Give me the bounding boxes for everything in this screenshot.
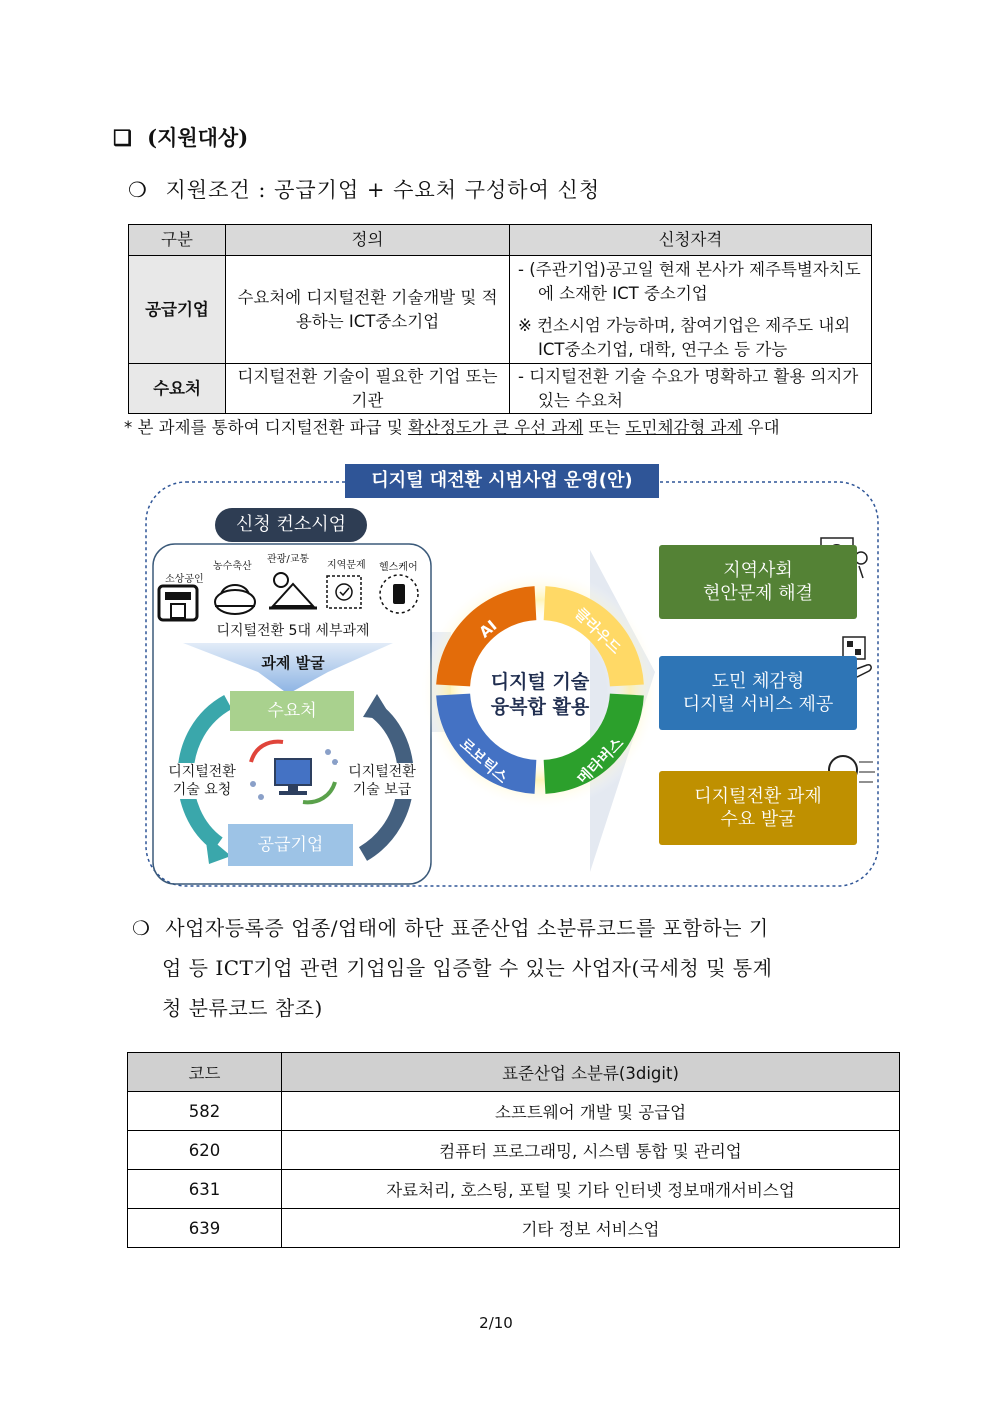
table-header: 신청자격 bbox=[510, 225, 872, 256]
section-heading bbox=[113, 122, 248, 152]
row-definition: 수요처에 디지털전환 기술개발 및 적용하는 ICT중소기업 bbox=[226, 256, 510, 364]
sector-label: 소상공인 bbox=[165, 574, 204, 585]
table-header: 정의 bbox=[226, 225, 510, 256]
outcome-text: 지역사회 현안문제 해결 bbox=[702, 560, 814, 604]
consortium-label: 신청 컨소시엄 bbox=[235, 514, 347, 535]
condition-bullet: ❍ bbox=[128, 178, 148, 202]
table-row bbox=[128, 1131, 900, 1170]
section-title: (지원대상) bbox=[147, 125, 249, 150]
storefront-icon bbox=[159, 586, 197, 620]
outcome-box bbox=[659, 656, 857, 730]
healthcare-icon bbox=[380, 575, 418, 613]
outcome-text: 도민 체감형 디지털 서비스 제공 bbox=[682, 671, 834, 715]
criteria-bullet: ❍ bbox=[132, 916, 151, 940]
code-cell: 639 bbox=[128, 1209, 282, 1248]
note-suffix: 우대 bbox=[742, 418, 780, 437]
diagram-title bbox=[345, 464, 659, 498]
computer-icon bbox=[250, 742, 338, 803]
discovery-label: 과제 발굴 bbox=[261, 654, 325, 672]
table-row bbox=[128, 1092, 900, 1131]
table-header: 코드 bbox=[128, 1053, 282, 1092]
farming-icon bbox=[215, 585, 255, 614]
eligibility-table bbox=[128, 224, 872, 414]
ring-center-text: 디지털 기술 융복합 활용 bbox=[490, 671, 590, 718]
sector-label: 헬스케어 bbox=[379, 562, 418, 573]
page-number: 2/10 bbox=[479, 1314, 513, 1332]
code-cell: 620 bbox=[128, 1131, 282, 1170]
note-prefix: * 본 과제를 통하여 디지털전환 파급 및 bbox=[124, 418, 409, 437]
table-row bbox=[129, 256, 872, 364]
code-cell: 582 bbox=[128, 1092, 282, 1131]
table-header: 표준산업 소분류(3digit) bbox=[282, 1053, 900, 1092]
code-cell: 631 bbox=[128, 1170, 282, 1209]
industry-cell: 컴퓨터 프로그래밍, 시스템 통합 및 관리업 bbox=[282, 1131, 900, 1170]
row-type: 수요처 bbox=[129, 364, 226, 414]
priority-note bbox=[124, 414, 780, 438]
note-mid: 또는 bbox=[583, 418, 626, 437]
row-definition: 디지털전환 기술이 필요한 기업 또는 기관 bbox=[226, 364, 510, 414]
table-header-row bbox=[129, 225, 872, 256]
demand-box bbox=[230, 691, 354, 731]
table-header: 구분 bbox=[129, 225, 226, 256]
right-arrow-head bbox=[363, 694, 393, 720]
table-header-row bbox=[128, 1053, 900, 1092]
ring-label-metaverse: 메타버스 bbox=[573, 733, 628, 788]
program-diagram bbox=[143, 462, 881, 890]
sector-label: 농수축산 bbox=[213, 561, 252, 572]
industry-code-table bbox=[127, 1052, 900, 1248]
diagram-title-text: 디지털 대전환 시범사업 운영(안) bbox=[371, 470, 633, 491]
note-underline-1: 확산정도가 큰 우선 과제 bbox=[408, 418, 584, 437]
requirement-item: - 디지털전환 기술 수요가 명확하고 활용 의지가 있는 수요처 bbox=[518, 366, 859, 410]
table-row bbox=[129, 364, 872, 414]
requirement-item: - (주관기업)공고일 현재 본사가 제주특별자치도에 소재한 ICT 중소기업 bbox=[518, 259, 861, 303]
right-arrow-label: 디지털전환 기술 보급 bbox=[337, 763, 427, 799]
condition-line bbox=[128, 174, 600, 204]
table-row bbox=[128, 1170, 900, 1209]
industry-cell: 소프트웨어 개발 및 공급업 bbox=[282, 1092, 900, 1131]
row-type: 공급기업 bbox=[129, 256, 226, 364]
consortium-pill bbox=[215, 508, 367, 542]
outcome-box bbox=[659, 545, 857, 619]
table-row bbox=[128, 1209, 900, 1248]
row-requirements bbox=[510, 256, 872, 364]
local-issue-icon bbox=[327, 576, 361, 608]
demand-label: 수요처 bbox=[267, 701, 317, 721]
tourism-icon bbox=[269, 573, 317, 608]
condition-text: 지원조건 : 공급기업 + 수요처 구성하여 신청 bbox=[165, 178, 601, 202]
note-underline-2: 도민체감형 과제 bbox=[625, 418, 743, 437]
criteria-text: 사업자등록증 업종/업태에 하단 표준산업 소분류코드를 포함하는 기 bbox=[165, 916, 769, 940]
row-requirements bbox=[510, 364, 872, 414]
ring-label-robotics: 로보틱스 bbox=[456, 734, 512, 787]
outcome-text: 디지털전환 과제 수요 발굴 bbox=[694, 786, 822, 830]
requirement-item: ※ 컨소시엄 가능하며, 참여기업은 제주도 내외 ICT중소기업, 대학, 연구소 등 가능 bbox=[518, 315, 851, 359]
sector-label: 관광/교통 bbox=[267, 554, 310, 565]
sector-label: 지역문제 bbox=[327, 560, 366, 571]
criteria-line: 업 등 ICT기업 관련 기업임을 입증할 수 있는 사업자(국세청 및 통계 bbox=[162, 956, 773, 980]
outcome-box bbox=[659, 771, 857, 845]
ring-label-cloud: 클라우드 bbox=[570, 603, 625, 658]
section-bullet: ❑ bbox=[113, 125, 132, 150]
industry-cell: 기타 정보 서비스업 bbox=[282, 1209, 900, 1248]
left-arrow-label: 디지털전환 기술 요청 bbox=[157, 763, 247, 799]
criteria-line bbox=[132, 908, 772, 948]
supply-box bbox=[228, 824, 353, 866]
criteria-line: 청 분류코드 참조) bbox=[162, 996, 323, 1020]
industry-cell: 자료처리, 호스팅, 포털 및 기타 인터넷 정보매개서비스업 bbox=[282, 1170, 900, 1209]
criteria-paragraph bbox=[132, 908, 772, 1028]
supply-label: 공급기업 bbox=[257, 835, 324, 855]
sectors-caption: 디지털전환 5대 세부과제 bbox=[216, 623, 370, 639]
ring-label-ai: AI bbox=[475, 616, 501, 642]
